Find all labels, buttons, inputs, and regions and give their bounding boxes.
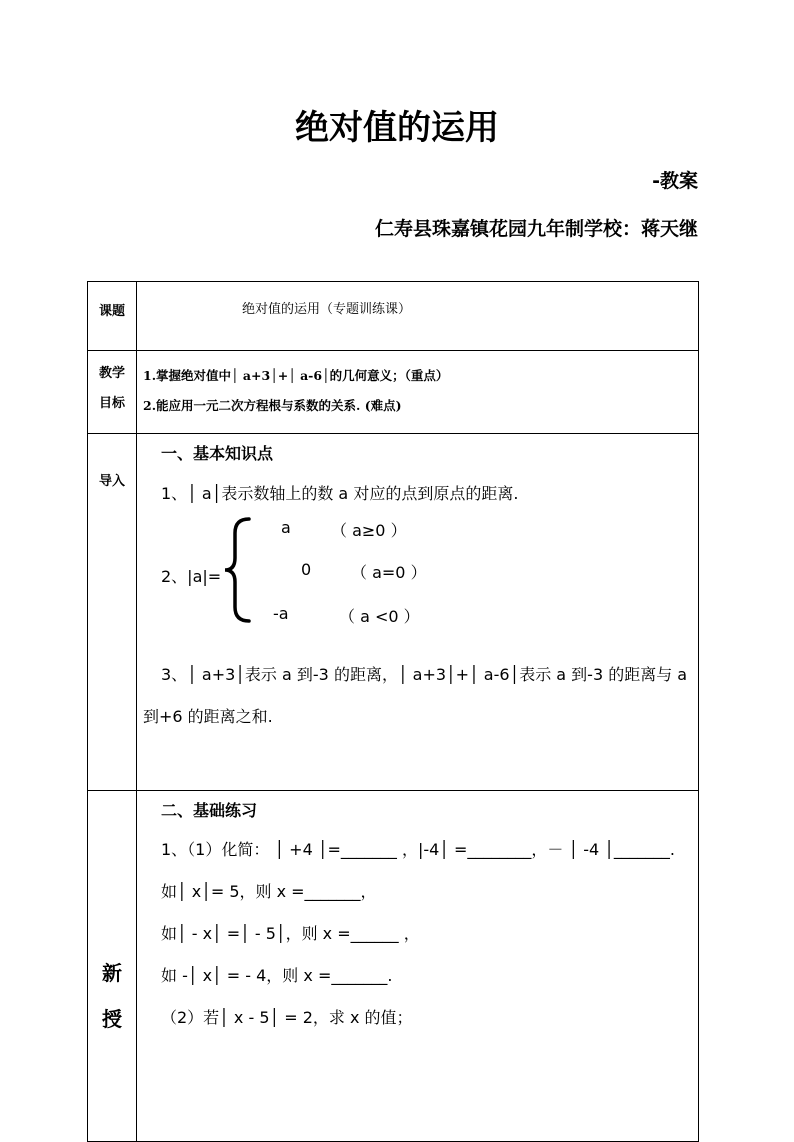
left-brace-icon [223, 516, 253, 624]
exercise-5: （2）若│ x - 5│ = 2，求 x 的值； [161, 1008, 413, 1027]
document-subtitle: -教案 [652, 170, 698, 192]
table-row [88, 351, 699, 434]
case-2-condition: （ a=0 ） [351, 563, 427, 582]
intro-label: 导入 [88, 434, 137, 791]
intro-heading: 一、基本知识点 [161, 444, 274, 463]
table-row [88, 282, 699, 351]
new-lesson-label-line1: 新 [102, 961, 122, 985]
author-line: 仁寿县珠嘉镇花园九年制学校：蒋天继 [374, 218, 698, 240]
case-3-condition: （ a <0 ） [339, 607, 420, 626]
piecewise-definition [161, 512, 692, 640]
new-lesson-heading: 二、基础练习 [161, 801, 258, 820]
exercise-1: 1、（1）化简： │ +4 │=_______ ，|-4│ =________，－ │ -4 │_______. [161, 840, 675, 859]
goals-label-line1: 教学 [98, 366, 125, 381]
goals-label [88, 351, 137, 434]
case-3-value: -a [273, 604, 289, 623]
exercise-3: 如│ - x│ =│ - 5│，则 x =______ ， [161, 924, 420, 943]
intro-content [137, 434, 699, 791]
piecewise-lead: 2、|a|= [161, 567, 222, 586]
goals-content [137, 351, 699, 434]
table-row [88, 434, 699, 791]
case-2-value: 0 [301, 560, 312, 579]
new-lesson-label-line2: 授 [102, 1007, 122, 1031]
goal-1: 1.掌握绝对值中│ a+3│+│ a-6│的几何意义；（重点） [143, 368, 449, 383]
new-lesson-label [88, 791, 137, 1142]
goals-label-line2: 目标 [98, 396, 125, 411]
exercise-4: 如 -│ x│ = - 4，则 x =_______. [161, 966, 393, 985]
case-1-value: a [281, 518, 291, 537]
intro-item-1: 1、│ a│表示数轴上的数 a 对应的点到原点的距离. [161, 484, 519, 503]
document-title: 绝对值的运用 [295, 108, 499, 148]
case-1-condition: （ a≥0 ） [331, 521, 407, 540]
topic-text: 绝对值的运用（专题训练课） [137, 282, 699, 351]
table-row [88, 791, 699, 1142]
goal-2: 2.能应用一元二次方程根与系数的关系. (难点) [143, 398, 402, 413]
topic-label: 课题 [88, 282, 137, 351]
intro-item-3: 3、│ a+3│表示 a 到-3 的距离，│ a+3│+│ a-6│表示 a 到-3 的距离与 a 到+6 的距离之和. [143, 665, 688, 726]
exercise-2: 如│ x│= 5，则 x =_______， [161, 882, 377, 901]
new-lesson-content [137, 791, 699, 1142]
lesson-plan-table [87, 281, 699, 1142]
